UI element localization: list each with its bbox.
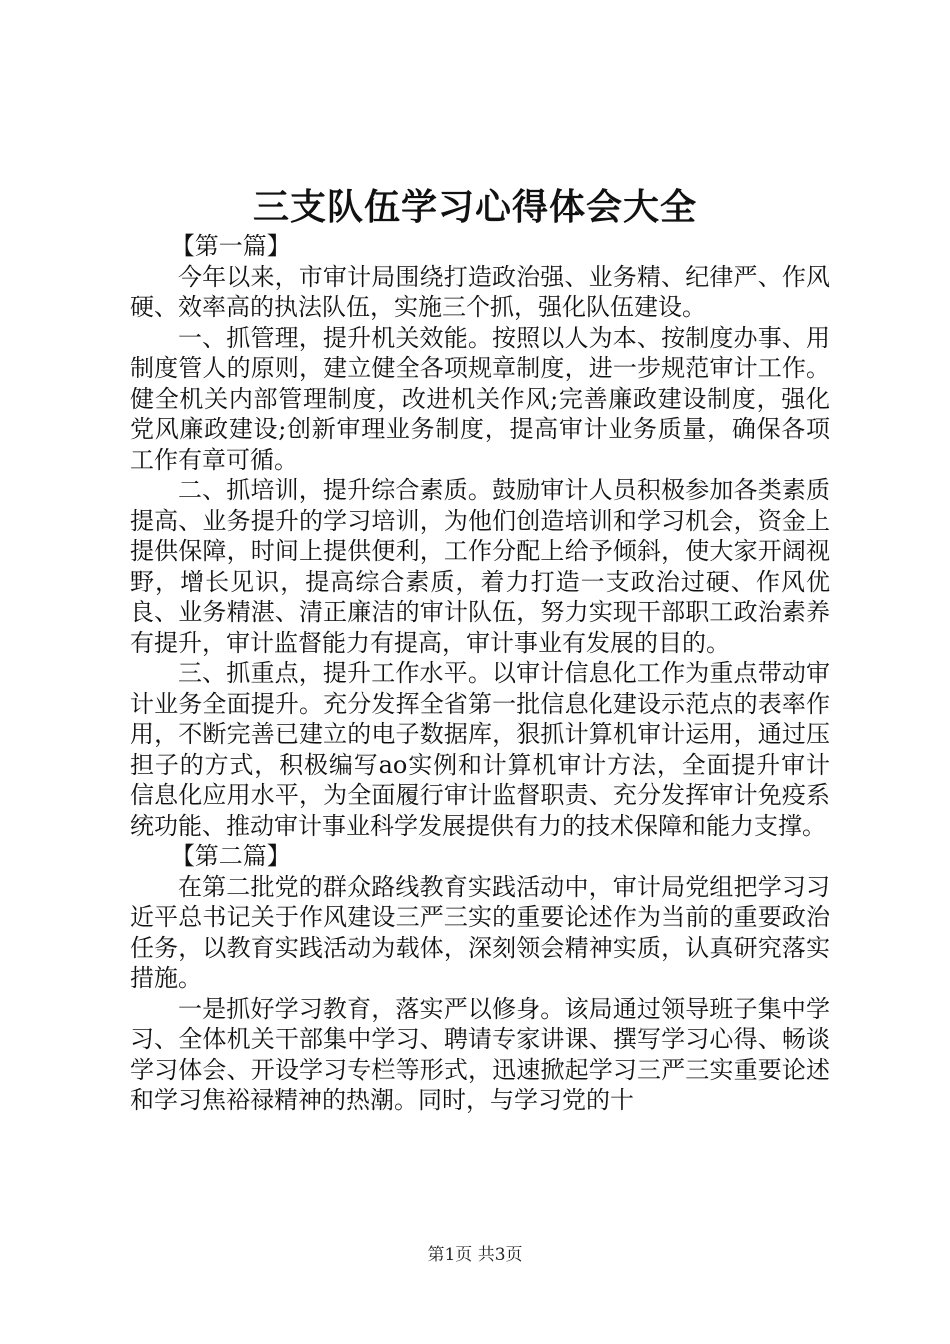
document-body [130, 231, 830, 1116]
document-title: 三支队伍学习心得体会大全 [252, 186, 697, 228]
paragraph: 在第二批党的群众路线教育实践活动中，审计局党组把学习习近平总书记关于作风建设三严三实的重要论述作为当前的重要政治任务，以教育实践活动为载体，深刻领会精神实质，认真研究落实措施。 [130, 872, 830, 992]
page-footer: 第1页 共3页 [427, 1245, 523, 1265]
paragraph: 二、抓培训，提升综合素质。鼓励审计人员积极参加各类素质提高、业务提升的学习培训，为他们创造培训和学习机会，资金上提供保障，时间上提供便利，工作分配上给予倾斜，使大家开阔视野，增长见识，提高综合素质，着力打造一支政治过硬、作风优良、业务精湛、清正廉洁的审计队伍，努力实现干部职工政治素养有提升，审计监督能力有提高，审计事业有发展的目的。 [130, 476, 830, 657]
section-heading: 【第二篇】 [170, 842, 291, 870]
section-heading: 【第一篇】 [170, 232, 291, 260]
paragraph: 一、抓管理，提升机关效能。按照以人为本、按制度办事、用制度管人的原则，建立健全各项规章制度，进一步规范审计工作。健全机关内部管理制度，改进机关作风;完善廉政建设制度，强化党风廉政建设;创新审理业务制度，提高审计业务质量，确保各项工作有章可循。 [130, 323, 830, 474]
paragraph: 一是抓好学习教育，落实严以修身。该局通过领导班子集中学习、全体机关干部集中学习、聘请专家讲课、撰写学习心得、畅谈学习体会、开设学习专栏等形式，迅速掀起学习三严三实重要论述和学习焦裕禄精神的热潮。同时，与学习党的十 [130, 994, 830, 1114]
paragraph: 今年以来，市审计局围绕打造政治强、业务精、纪律严、作风硬、效率高的执法队伍，实施三个抓，强化队伍建设。 [130, 262, 830, 321]
paragraph: 三、抓重点，提升工作水平。以审计信息化工作为重点带动审计业务全面提升。充分发挥全省第一批信息化建设示范点的表率作用，不断完善已建立的电子数据库，狠抓计算机审计运用，通过压担子的方式，积极编写ao实例和计算机审计方法，全面提升审计信息化应用水平，为全面履行审计监督职责、充分发挥审计免疫系统功能、推动审计事业科学发展提供有力的技术保障和能力支撑。 [130, 659, 830, 840]
